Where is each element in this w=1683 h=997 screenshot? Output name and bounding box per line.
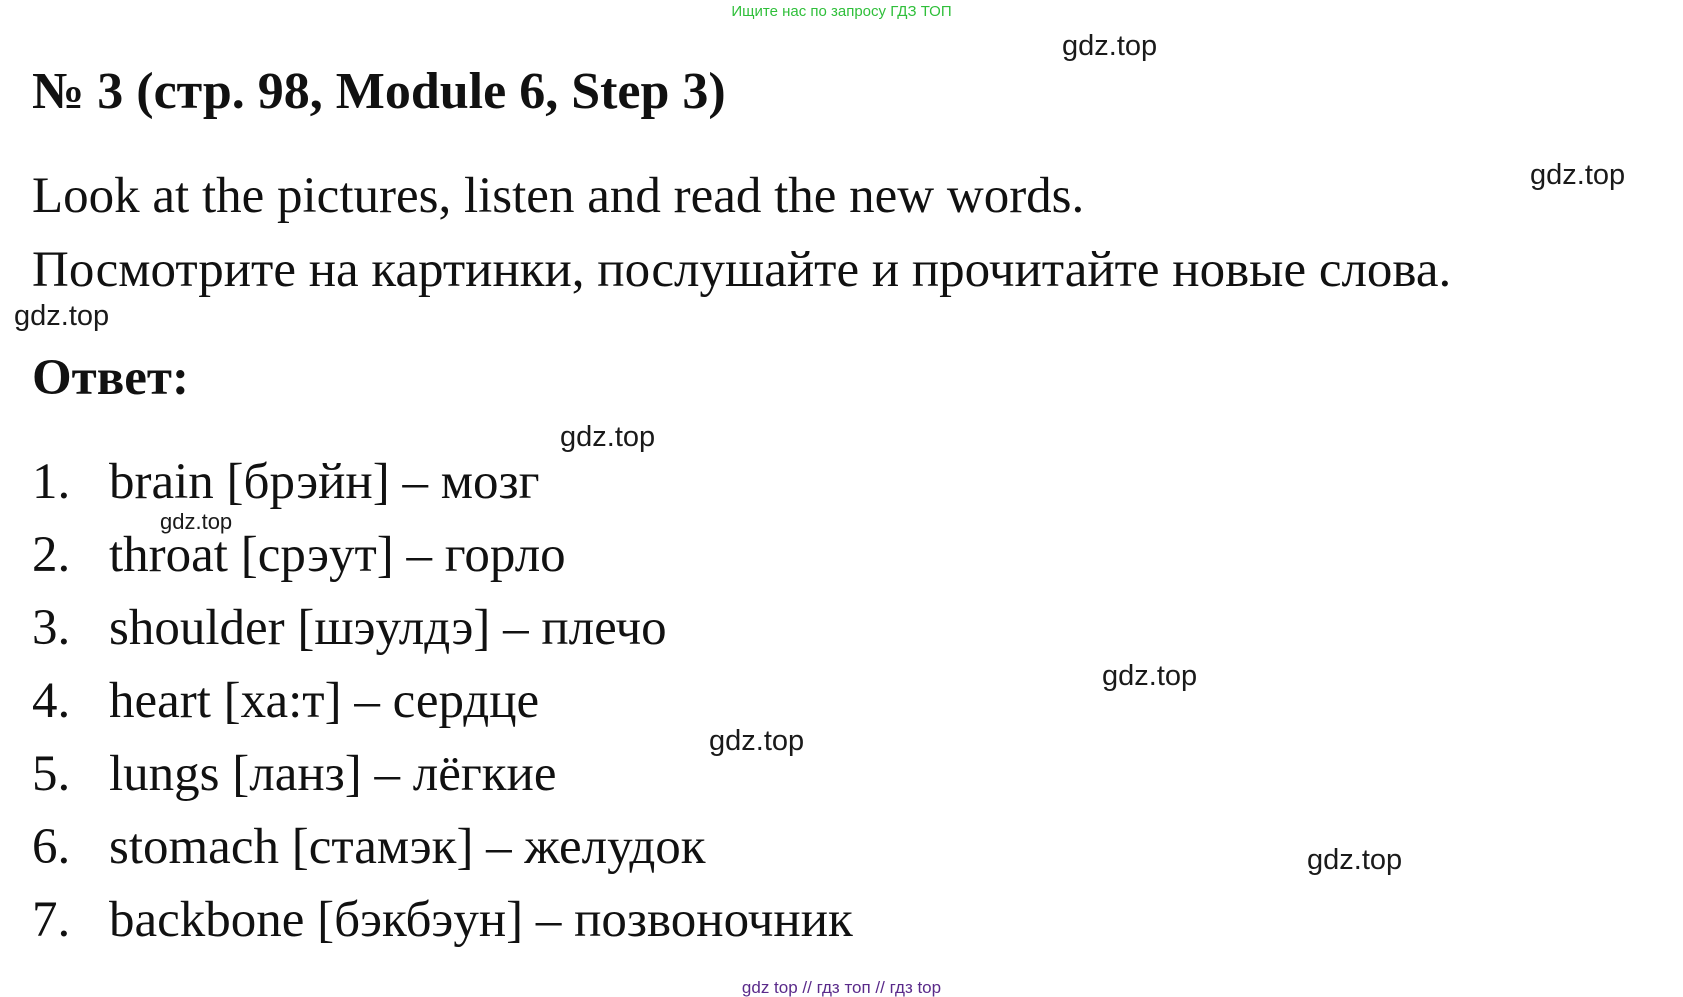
watermark: gdz.top: [560, 421, 656, 453]
answer-label: Ответ:: [32, 350, 189, 406]
item-number: 6.: [32, 819, 71, 875]
item-text: throat [срэут] – горло: [109, 527, 566, 583]
watermark: gdz.top: [709, 725, 805, 757]
item-number: 2.: [32, 527, 71, 583]
footer-watermark: gdz top // гдз топ // гдз top: [741, 978, 942, 997]
watermark: gdz.top: [1530, 159, 1626, 191]
item-text: shoulder [шэулдэ] – плечо: [109, 600, 667, 656]
watermark: gdz.top: [160, 509, 233, 534]
watermark: gdz.top: [1307, 844, 1403, 876]
item-text: brain [брэйн] – мозг: [109, 454, 540, 510]
watermark: gdz.top: [1062, 30, 1158, 62]
item-number: 3.: [32, 600, 71, 656]
item-text: stomach [стамэк] – желудок: [109, 819, 706, 875]
search-banner: Ищите нас по запросу ГДЗ ТОП: [731, 3, 952, 20]
watermark: gdz.top: [14, 300, 110, 332]
answer-list: [32, 450, 853, 961]
instruction-english: Look at the pictures, listen and read the new words.: [32, 168, 1085, 224]
item-number: 1.: [32, 454, 71, 510]
list-item: [32, 815, 853, 888]
list-item: [32, 596, 853, 669]
instruction-russian: Посмотрите на картинки, послушайте и прочитайте новые слова.: [32, 242, 1452, 298]
watermark: gdz.top: [1102, 660, 1198, 692]
item-number: 5.: [32, 746, 71, 802]
item-text: backbone [бэкбэун] – позвоночник: [109, 892, 853, 948]
list-item: [32, 888, 853, 961]
item-number: 4.: [32, 673, 71, 729]
exercise-title: № 3 (стр. 98, Module 6, Step 3): [32, 63, 726, 120]
list-item: [32, 450, 853, 523]
item-text: heart [ха:т] – сердце: [109, 673, 540, 729]
item-number: 7.: [32, 892, 71, 948]
list-item: [32, 523, 853, 596]
item-text: lungs [ланз] – лёгкие: [109, 746, 557, 802]
